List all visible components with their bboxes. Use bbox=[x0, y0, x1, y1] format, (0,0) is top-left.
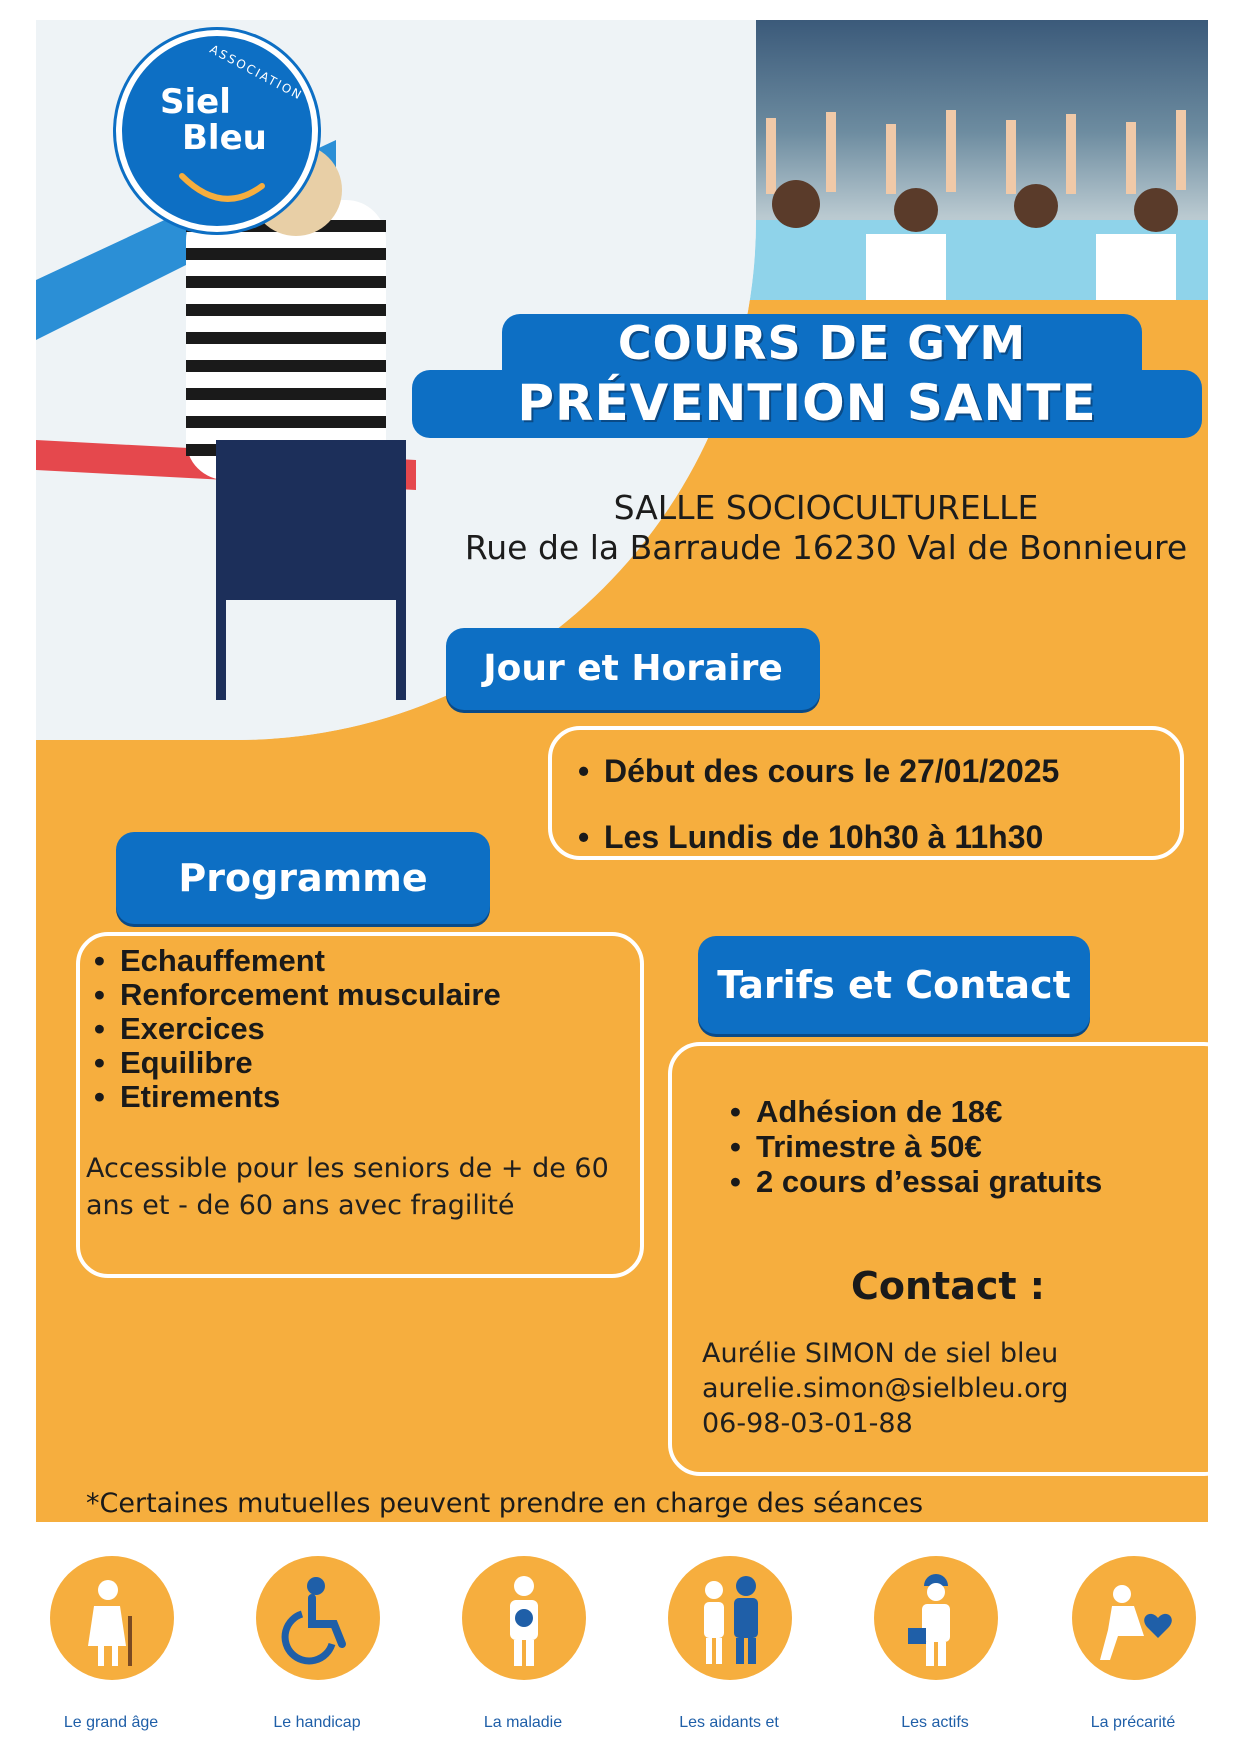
audience-item-grand-age bbox=[36, 1530, 186, 1754]
logo-text-siel: Siel bbox=[160, 82, 231, 122]
audience-label: Le grand âge bbox=[63, 1714, 159, 1731]
program-item: • Equilibre bbox=[88, 1046, 648, 1080]
contact-email[interactable]: aurelie.simon@sielbleu.org bbox=[702, 1373, 1069, 1404]
logo-arc-text: ASSOCIATION bbox=[207, 42, 306, 103]
audience-icons-row bbox=[36, 1530, 1208, 1754]
logo-text-bleu: Bleu bbox=[182, 118, 267, 158]
schedule-item: • Début des cours le 27/01/2025 bbox=[572, 738, 1172, 804]
program-item: • Etirements bbox=[88, 1080, 648, 1114]
contact-details bbox=[702, 1336, 1208, 1441]
audience-label: La précarité bbox=[1090, 1714, 1176, 1731]
audience-item-maladie bbox=[448, 1530, 598, 1754]
contact-phone[interactable]: 06-98-03-01-88 bbox=[702, 1408, 913, 1439]
program-item: • Renforcement musculaire bbox=[88, 978, 648, 1012]
siel-bleu-logo bbox=[116, 30, 318, 232]
title-block bbox=[412, 314, 1202, 444]
title-line-1: COURS DE GYM bbox=[502, 314, 1142, 374]
audience-label: Les actifs bbox=[901, 1714, 969, 1731]
audience-item-actifs bbox=[860, 1530, 1010, 1754]
venue-name: SALLE SOCIOCULTURELLE bbox=[613, 488, 1039, 527]
schedule-heading: Jour et Horaire bbox=[446, 628, 820, 710]
schedule-list bbox=[572, 738, 1172, 870]
program-item: • Exercices bbox=[88, 1012, 648, 1046]
audience-item-aidants bbox=[654, 1530, 804, 1754]
audience-item-handicap bbox=[242, 1530, 392, 1754]
wheelchair-icon bbox=[256, 1556, 380, 1680]
contact-name: Aurélie SIMON de siel bleu bbox=[702, 1338, 1059, 1369]
title-line-2: PRÉVENTION SANTE bbox=[412, 370, 1202, 438]
pricing-item: • 2 cours d’essai gratuits bbox=[724, 1164, 1208, 1199]
pricing-heading: Tarifs et Contact bbox=[698, 936, 1090, 1034]
location bbox=[426, 488, 1208, 568]
program-list bbox=[88, 944, 648, 1114]
patient-icon bbox=[462, 1556, 586, 1680]
contact-title: Contact : bbox=[851, 1264, 1045, 1308]
worker-icon bbox=[874, 1556, 998, 1680]
schedule-item: • Les Lundis de 10h30 à 11h30 bbox=[572, 804, 1172, 870]
audience-label: Le handicap bbox=[273, 1714, 361, 1731]
audience-label: Les aidants et bbox=[679, 1714, 779, 1731]
program-item: • Echauffement bbox=[88, 944, 648, 978]
precarity-icon bbox=[1072, 1556, 1196, 1680]
caregiver-icon bbox=[668, 1556, 792, 1680]
audience-item-precarite bbox=[1058, 1530, 1208, 1754]
program-heading: Programme bbox=[116, 832, 490, 924]
program-note: Accessible pour les seniors de + de 60 ans et - de 60 ans avec fragilité bbox=[86, 1153, 609, 1221]
poster bbox=[36, 20, 1208, 1522]
pricing-item: • Adhésion de 18€ bbox=[724, 1094, 1208, 1129]
pricing-item: • Trimestre à 50€ bbox=[724, 1129, 1208, 1164]
elderly-person-icon bbox=[50, 1556, 174, 1680]
audience-label: La maladie bbox=[483, 1714, 563, 1731]
pricing-list bbox=[724, 1094, 1208, 1199]
venue-address: Rue de la Barraude 16230 Val de Bonnieure bbox=[464, 528, 1188, 567]
footnote: *Certaines mutuelles peuvent prendre en charge des séances bbox=[86, 1488, 924, 1519]
